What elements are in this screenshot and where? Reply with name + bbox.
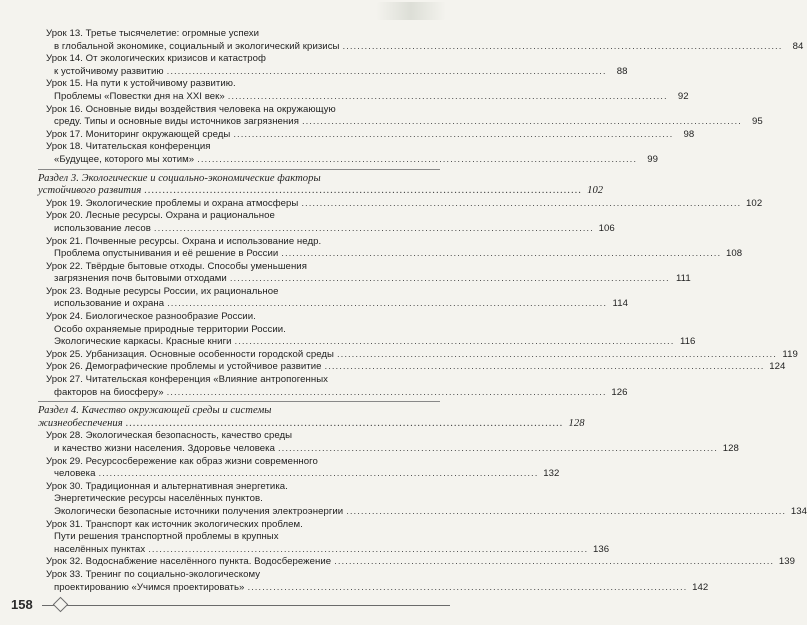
toc-entry-line: человека <box>54 468 96 480</box>
toc-page-number: 92 <box>677 90 689 102</box>
toc-lesson-entry[interactable] <box>38 128 695 142</box>
dot-leader: ........................................................................................................................ <box>148 543 589 555</box>
toc-lesson-entry[interactable] <box>38 28 804 53</box>
section-divider <box>38 169 440 170</box>
toc-page-number: 128 <box>568 417 585 429</box>
header-decoration <box>376 2 446 20</box>
dot-leader: ........................................................................................................................ <box>153 222 594 234</box>
toc-page-number: 95 <box>752 116 763 128</box>
dot-leader: ........................................................................................................................ <box>229 273 670 285</box>
toc-entry-line: использование и охрана <box>54 298 165 310</box>
toc-page-number: 102 <box>746 197 763 209</box>
toc-entry-line: Урок 29. Ресурсосбережение как образ жизни современного <box>46 455 318 467</box>
toc-entry-line: к устойчивому развитию <box>54 65 164 77</box>
dot-leader: ........................................................................................................................ <box>234 336 675 348</box>
toc-page-number: 108 <box>725 248 743 260</box>
toc-entry-line: Урок 26. Демографические проблемы и устойчивое развитие <box>46 361 322 373</box>
dot-leader: ........................................................................................................................ <box>247 581 688 593</box>
dot-leader: ........................................................................................................................ <box>233 128 674 140</box>
toc-entry-line: Урок 23. Водные ресурсы России, их рациональное <box>46 285 279 297</box>
toc-lesson-entry[interactable] <box>38 235 743 261</box>
toc-lesson-entry[interactable] <box>38 348 798 362</box>
toc-page-number: 124 <box>769 361 786 373</box>
toc-lesson-entry[interactable] <box>38 480 807 519</box>
toc-entry-line: Урок 13. Третье тысячелетие: огромные успехи <box>46 28 260 39</box>
toc-page-number: 88 <box>616 65 628 77</box>
toc-entry-line: факторов на биосферу» <box>54 386 164 398</box>
dot-leader: ........................................................................................................................ <box>342 40 783 52</box>
toc-lesson-entry[interactable] <box>38 260 691 286</box>
dot-leader: ........................................................................................................................ <box>125 417 564 429</box>
dot-leader: ........................................................................................................................ <box>197 153 638 165</box>
toc-entry-line: среду. Типы и основные виды источников загрязнения <box>54 116 299 128</box>
section-divider <box>38 401 440 402</box>
toc-lesson-entry[interactable] <box>38 455 560 481</box>
toc-page-number: 102 <box>587 185 604 197</box>
toc-entry-line: Урок 28. Экологическая безопасность, качество среды <box>46 430 293 442</box>
toc-lesson-entry[interactable] <box>38 210 615 235</box>
toc-page-number: 84 <box>792 40 804 52</box>
dot-leader: ........................................................................................................................ <box>278 443 718 454</box>
toc-entry-line: Урок 14. От экологических кризисов и катастроф <box>46 53 266 65</box>
toc-entry-line: использование лесов <box>54 222 151 234</box>
toc-entry-line: Проблемы «Повестки дня на XXI век» <box>54 90 225 102</box>
toc-page-number: 134 <box>790 505 807 517</box>
toc-entry-line: загрязнения почв бытовыми отходами <box>54 273 227 285</box>
toc-page-number: 132 <box>543 468 560 480</box>
toc-page-number: 139 <box>778 556 796 568</box>
toc-entry-line: «Будущее, которого мы хотим» <box>54 153 195 165</box>
toc-lesson-entry[interactable] <box>38 518 610 557</box>
dot-leader: ........................................................................................................................ <box>301 116 742 128</box>
toc-page-number: 106 <box>598 222 615 234</box>
toc-entry-line: и качество жизни населения. Здоровье человека <box>54 443 276 454</box>
dot-leader: ........................................................................................................................ <box>337 348 777 360</box>
toc-entry-line: Пути решения транспортной проблемы в крупных <box>54 531 279 543</box>
dot-leader: ........................................................................................................................ <box>301 197 742 209</box>
toc-page-number: 119 <box>782 348 798 360</box>
toc-entry-line: проектированию «Учимся проектировать» <box>54 581 245 593</box>
toc-entry-line: Урок 17. Мониторинг окружающей среды <box>46 128 231 140</box>
toc-section-heading[interactable] <box>38 172 604 198</box>
toc-entry-line: Урок 18. Читательская конференция <box>46 141 211 153</box>
toc-section-heading[interactable] <box>38 405 585 430</box>
dot-leader: ........................................................................................................................ <box>98 468 539 480</box>
dot-leader: ........................................................................................................................ <box>346 505 787 517</box>
dot-leader: ........................................................................................................................ <box>281 248 722 260</box>
toc-entry-line: Урок 31. Транспорт как источник экологических проблем. <box>46 518 303 530</box>
toc-lesson-entry[interactable] <box>38 141 659 166</box>
toc-page-number: 114 <box>612 298 628 310</box>
toc-lesson-entry[interactable] <box>38 197 763 211</box>
toc-lesson-entry[interactable] <box>38 53 628 78</box>
toc-lesson-entry[interactable] <box>38 103 763 129</box>
toc-entry-line: Особо охраняемые природные территории России. <box>54 323 286 335</box>
toc-page-number: 136 <box>592 543 610 555</box>
toc-page-number: 116 <box>679 336 696 348</box>
toc-entry-line: Урок 27. Читательская конференция «Влияние антропогенных <box>46 374 329 386</box>
toc-entry-line: в глобальной экономике, социальный и экологический кризисы <box>54 40 340 52</box>
toc-page-number: 126 <box>611 386 628 398</box>
toc-entry-line: населённых пунктах <box>54 543 146 555</box>
toc-page-number: 111 <box>675 273 691 285</box>
toc-entry-line: Урок 19. Экологические проблемы и охрана атмосферы <box>46 197 299 209</box>
toc-lesson-entry[interactable] <box>38 568 709 594</box>
toc-lesson-entry[interactable] <box>38 556 796 569</box>
toc-entry-line: Урок 24. Биологическое разнообразие России. <box>46 311 256 323</box>
dot-leader: ........................................................................................................................ <box>167 298 607 310</box>
dot-leader: ........................................................................................................................ <box>166 65 607 77</box>
toc-page-number: 98 <box>683 128 695 140</box>
footer-rule <box>42 605 450 606</box>
toc-entry-line: устойчивого развития <box>38 185 142 197</box>
table-of-contents <box>38 28 807 594</box>
toc-lesson-entry[interactable] <box>38 361 786 374</box>
toc-entry-line: Экологически безопасные источники получения электроэнергии <box>54 505 344 517</box>
dot-leader: ........................................................................................................................ <box>334 556 775 568</box>
toc-lesson-entry[interactable] <box>38 430 739 455</box>
toc-entry-line: Урок 20. Лесные ресурсы. Охрана и рациональное <box>46 210 275 222</box>
page-footer <box>0 593 450 625</box>
toc-entry-line: Урок 21. Почвенные ресурсы. Охрана и использование недр. <box>46 235 322 247</box>
toc-page-number: 128 <box>722 443 739 454</box>
toc-entry-line: Экологические каркасы. Красные книги <box>54 336 232 348</box>
toc-entry-line: Раздел 4. Качество окружающей среды и системы <box>38 405 272 417</box>
toc-entry-line: Урок 22. Твёрдые бытовые отходы. Способы уменьшения <box>46 260 307 272</box>
toc-entry-line: Урок 32. Водоснабжение населённого пункта. Водосбережение <box>46 556 332 568</box>
dot-leader: ........................................................................................................................ <box>166 386 607 398</box>
toc-entry-line: Урок 16. Основные виды воздействия человека на окружающую <box>46 103 336 115</box>
toc-entry-line: Урок 15. На пути к устойчивому развитию. <box>46 78 236 90</box>
toc-entry-line: Раздел 3. Экологические и социально-экономические факторы <box>38 172 321 184</box>
page-number: 158 <box>11 597 33 612</box>
toc-entry-line: жизнеобеспечения <box>38 417 123 429</box>
toc-lesson-entry[interactable] <box>38 311 696 349</box>
toc-lesson-entry[interactable] <box>38 285 628 311</box>
dot-leader: ........................................................................................................................ <box>324 361 765 373</box>
toc-page-number: 142 <box>692 581 709 593</box>
dot-leader: ........................................................................................................................ <box>227 90 668 102</box>
toc-entry-line: Энергетические ресурсы населённых пунктов. <box>54 493 263 505</box>
toc-lesson-entry[interactable] <box>38 78 689 103</box>
toc-entry-line: Урок 25. Урбанизация. Основные особенности городской среды <box>46 348 335 360</box>
toc-entry-line: Урок 33. Тренинг по социально-экологическому <box>46 568 261 580</box>
toc-entry-line: Урок 30. Традиционная и альтернативная энергетика. <box>46 480 288 492</box>
toc-entry-line: Проблема опустынивания и её решение в России <box>54 248 279 260</box>
toc-page-number: 99 <box>647 153 659 165</box>
dot-leader: ........................................................................................................................ <box>144 185 583 197</box>
toc-lesson-entry[interactable] <box>38 374 628 399</box>
